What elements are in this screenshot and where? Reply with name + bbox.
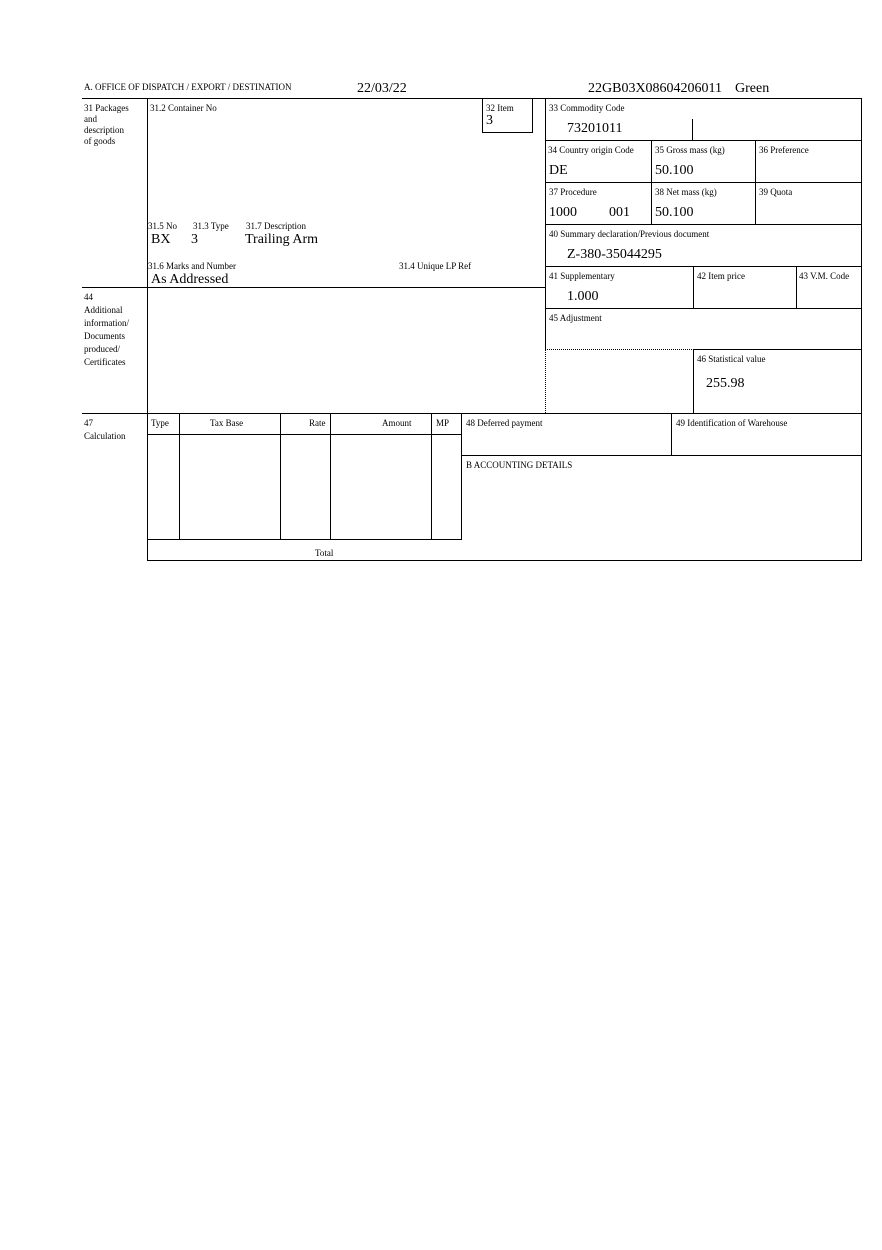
- adjustment-label: 45 Adjustment: [549, 313, 602, 323]
- box44-label: 44 Additional information/ Documents produced/ Certificates: [84, 292, 129, 367]
- mrn-number: 22GB03X08604206011: [588, 81, 723, 96]
- net-mass-value: 50.100: [655, 205, 694, 220]
- packages-no-value: BX: [151, 232, 171, 247]
- deferred-payment-label: 48 Deferred payment: [466, 418, 543, 428]
- calc-total-label: Total: [315, 548, 334, 558]
- country-origin-label: 34 Country origin Code: [548, 145, 634, 155]
- box47-label: 47 Calculation: [84, 418, 126, 441]
- marks-label: 31.6 Marks and Number: [148, 261, 236, 271]
- unique-lp-label: 31.4 Unique LP Ref: [399, 261, 472, 271]
- declaration-date: 22/03/22: [357, 81, 407, 96]
- procedure-value: 1000: [549, 205, 577, 220]
- statistical-value-label: 46 Statistical value: [697, 354, 766, 364]
- warehouse-id-label: 49 Identification of Warehouse: [676, 418, 788, 428]
- gross-mass-label: 35 Gross mass (kg): [655, 145, 725, 155]
- route-status: Green: [735, 81, 770, 96]
- commodity-code-label: 33 Commodity Code: [549, 103, 625, 113]
- statistical-value: 255.98: [706, 376, 745, 391]
- calc-col-mp: MP: [436, 418, 450, 428]
- country-origin-value: DE: [549, 163, 568, 178]
- accounting-details-label: B ACCOUNTING DETAILS: [466, 460, 573, 470]
- calc-col-rate: Rate: [309, 418, 326, 428]
- summary-declaration-label: 40 Summary declaration/Previous document: [549, 229, 710, 239]
- supplementary-value: 1.000: [567, 289, 599, 304]
- commodity-code-value: 73201011: [567, 121, 623, 136]
- packages-type-value: 3: [191, 232, 198, 247]
- summary-declaration-value: Z-380-35044295: [567, 247, 662, 262]
- office-label: A. OFFICE OF DISPATCH / EXPORT / DESTINATION: [84, 82, 292, 92]
- calc-col-amount: Amount: [382, 418, 412, 428]
- item-value: 3: [486, 113, 493, 128]
- item-label: 32 Item: [486, 103, 514, 113]
- net-mass-label: 38 Net mass (kg): [655, 187, 717, 197]
- box31-label: 31 Packages and description of goods: [84, 103, 129, 146]
- procedure-label: 37 Procedure: [549, 187, 597, 197]
- goods-description-label: 31.7 Description: [246, 221, 306, 231]
- item-price-label: 42 Item price: [697, 271, 745, 281]
- vm-code-label: 43 V.M. Code: [799, 271, 850, 281]
- marks-value: As Addressed: [151, 272, 229, 287]
- gross-mass-value: 50.100: [655, 163, 694, 178]
- calc-col-type: Type: [151, 418, 169, 428]
- goods-description-value: Trailing Arm: [245, 232, 318, 247]
- packages-type-label: 31.3 Type: [193, 221, 229, 231]
- container-no-label: 31.2 Container No: [150, 103, 217, 113]
- preference-label: 36 Preference: [759, 145, 809, 155]
- packages-no-label: 31.5 No: [148, 221, 177, 231]
- quota-label: 39 Quota: [759, 187, 793, 197]
- calc-col-tax-base: Tax Base: [210, 418, 244, 428]
- procedure-additional-value: 001: [609, 205, 630, 220]
- supplementary-label: 41 Supplementary: [549, 271, 615, 281]
